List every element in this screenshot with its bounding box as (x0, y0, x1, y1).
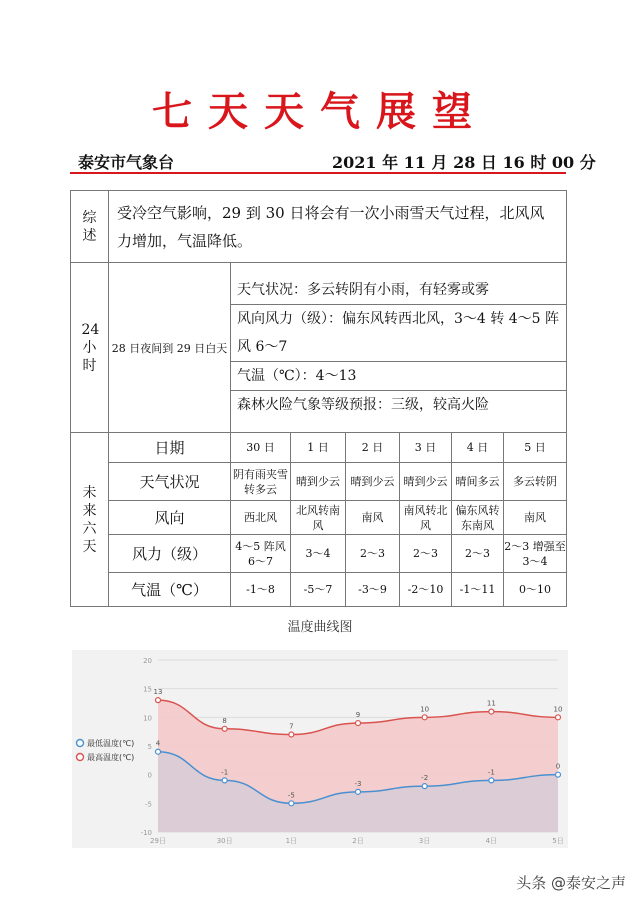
day-temp: -1～11 (452, 573, 504, 607)
24h-temp: 气温（℃）：4～13 (231, 362, 566, 391)
high-temp-point (556, 715, 561, 720)
low-temp-point (422, 784, 427, 789)
day-wind-force: 2～3 (452, 535, 504, 573)
high-temp-point (356, 721, 361, 726)
day-wind-dir: 南风 (504, 501, 567, 535)
day-wind-force: 2～3 (400, 535, 452, 573)
y-tick-label: 10 (143, 714, 152, 723)
day-temp: -3～9 (346, 573, 400, 607)
y-tick-label: -10 (140, 829, 152, 837)
day-wind-dir: 北风转南风 (291, 501, 346, 535)
x-tick-label: 2日 (352, 837, 364, 845)
legend-marker (77, 740, 84, 747)
x-tick-label: 1日 (285, 837, 298, 845)
low-temp-label: -1 (487, 768, 495, 777)
high-temp-label: 11 (486, 699, 496, 708)
low-temp-point (356, 789, 361, 794)
24h-weather: 天气状况：多云转阴有小雨，有轻雾或雾 (231, 276, 566, 305)
day-temp: -2～10 (400, 573, 452, 607)
legend-label: 最高温度(℃) (87, 753, 135, 762)
y-tick-label: 0 (147, 771, 152, 780)
row-label-weather: 天气状况 (109, 463, 231, 501)
24h-fire-risk: 森林火险气象等级预报：三级，较高火险 (237, 397, 489, 413)
high-temp-point (422, 715, 427, 720)
24h-period: 28 日夜间到 29 日白天 (109, 263, 231, 433)
legend-label: 最低温度(℃) (87, 739, 135, 748)
forecast-table (70, 190, 567, 607)
high-temp-label: 10 (420, 705, 430, 714)
day-date: 30 日 (231, 433, 291, 463)
high-temp-label: 8 (222, 716, 227, 725)
day-wind-dir: 西北风 (231, 501, 291, 535)
low-temp-point (289, 801, 294, 806)
day-weather: 多云转阴 (504, 463, 567, 501)
day-temp: 0～10 (504, 573, 567, 607)
x-tick-label: 4日 (485, 837, 498, 845)
day-wind-force: 3～4 (291, 535, 346, 573)
y-tick-label: -5 (145, 800, 152, 809)
day-temp: -1～8 (231, 573, 291, 607)
high-temp-point (289, 732, 294, 737)
summary-text: 受冷空气影响，29 到 30 日将会有一次小雨雪天气过程，北风风力增加，气温降低。 (109, 191, 567, 263)
day-weather: 阴有雨夹雪转多云 (231, 463, 291, 501)
day-wind-dir: 南风 (346, 501, 400, 535)
agency-name: 泰安市气象台 (78, 153, 175, 172)
high-temp-label: 7 (289, 722, 294, 731)
day-date: 2 日 (346, 433, 400, 463)
y-tick-label: 5 (147, 743, 152, 751)
row-label-temp: 气温（℃） (109, 573, 231, 607)
issue-datetime: 2021 年 11 月 28 日 16 时 00 分 (332, 153, 596, 172)
page-title: 七天天气展望 (152, 88, 488, 135)
day-wind-force: 2～3 (346, 535, 400, 573)
temperature-chart-svg (72, 650, 568, 848)
six-day-label: 未来六天 (71, 433, 109, 607)
legend-marker (77, 754, 84, 761)
day-date: 1 日 (291, 433, 346, 463)
low-temp-point (156, 749, 161, 754)
low-temp-label: 4 (155, 739, 161, 748)
day-wind-force: 4～5 阵风 6～7 (231, 535, 291, 573)
day-date: 4 日 (452, 433, 504, 463)
low-temp-label: 0 (555, 762, 561, 771)
24h-details (231, 263, 567, 433)
x-tick-label: 5日 (552, 837, 564, 845)
low-temp-point (489, 778, 494, 783)
day-temp: -5～7 (291, 573, 346, 607)
high-temp-label: 9 (355, 711, 361, 720)
24h-label: 24小时 (71, 263, 109, 433)
day-date: 3 日 (400, 433, 452, 463)
header-divider (70, 172, 566, 174)
high-temp-label: 10 (553, 705, 563, 714)
low-temp-point (556, 772, 561, 777)
day-wind-dir: 偏东风转东南风 (452, 501, 504, 535)
day-weather: 晴间多云 (452, 463, 504, 501)
24h-wind: 风向风力（级）：偏东风转西北风，3～4 转 4～5 阵风 6～7 (231, 305, 566, 362)
chart-title: 温度曲线图 (287, 620, 353, 635)
y-tick-label: 20 (143, 657, 152, 665)
low-temp-point (222, 778, 227, 783)
row-label-date: 日期 (109, 433, 231, 463)
high-temp-point (489, 709, 494, 714)
high-temp-label: 13 (153, 688, 163, 697)
temperature-chart (72, 650, 568, 848)
y-tick-label: 15 (143, 685, 152, 694)
high-temp-point (222, 726, 227, 731)
day-wind-dir: 南风转北风 (400, 501, 452, 535)
day-weather: 晴到少云 (291, 463, 346, 501)
watermark: 头条 @泰安之声 (516, 874, 626, 892)
day-date: 5 日 (504, 433, 567, 463)
row-label-wind-force: 风力（级） (109, 535, 231, 573)
row-label-wind-dir: 风向 (109, 501, 231, 535)
low-temp-label: -1 (221, 768, 229, 777)
day-weather: 晴到少云 (346, 463, 400, 501)
high-temp-point (156, 698, 161, 703)
x-tick-label: 29日 (150, 837, 166, 845)
low-temp-label: -2 (421, 774, 429, 783)
day-weather: 晴到少云 (400, 463, 452, 501)
summary-label: 综述 (71, 191, 109, 263)
x-tick-label: 30日 (216, 837, 233, 845)
x-tick-label: 3日 (418, 837, 431, 845)
low-temp-label: -5 (287, 791, 295, 800)
day-wind-force: 2～3 增强至 3～4 (504, 535, 567, 573)
low-temp-label: -3 (354, 779, 362, 788)
